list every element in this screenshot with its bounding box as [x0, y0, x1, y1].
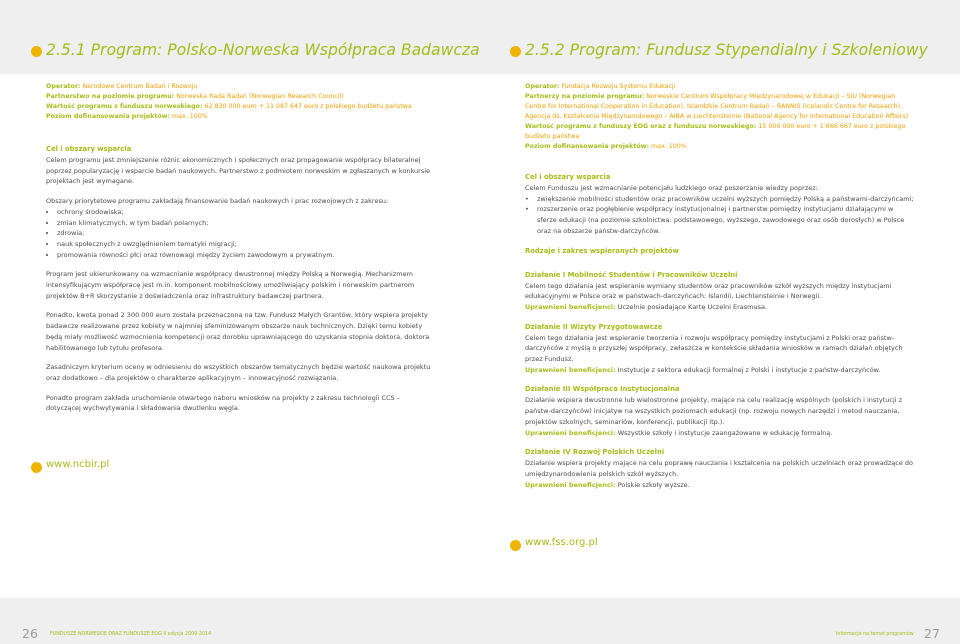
list-item: • nauk społecznych z uwzględnieniem tematyki migracji; [57, 239, 434, 250]
beneficiaries: Uprawnieni beneficjenci: Uczelnie posiadające Kartę Uczelni Erasmusa. [525, 302, 768, 311]
priority-list [46, 207, 434, 261]
right-section-title: 2.5.2 Program: Fundusz Stypendialny i Szkoleniowy [525, 41, 928, 59]
goal-heading: Cel i obszary wsparcia [525, 173, 611, 181]
info-line: Wartość programu z funduszy EOG oraz z funduszu norweskiego: 15 000 000 euro + 1 666 667 euro z polskiego budżetu państwa [525, 123, 906, 140]
info-line: Partnerstwo na poziomie programu: Norweska Rada Badań (Norwegian Research Council) [46, 93, 344, 100]
action-title: Działanie IV Rozwój Polskich Uczelni [525, 448, 665, 457]
beneficiaries: Uprawnieni beneficjenci: Instytucje z sektora edukacji formalnej z Polski i instytucje z państw-darczyńców. [525, 365, 881, 374]
paragraph: Ponadto, kwota ponad 2 300 000 euro została przeznaczona na tzw. Fundusz Małych Grantów, który wspiera projekty badawcze realizowane przez kobiety w najmniej sfeminizowanym obszarze nauk technicznych. Dzięki temu kobiety będą miały możliwość wzmocnienia kompetencji oraz dorobku uprawniającego do uzyskania stopnia doktora, doktora habilitowanego lub tytułu profesora. [46, 311, 430, 352]
paragraph: Zasadniczym kryterium oceny w odniesieniu do wszystkich obszarów tematycznych będzie wartość naukowa projektu oraz dodatkowo – dla projektów o charakterze aplikacyjnym – innowacyjność rozwiązania. [46, 363, 431, 382]
left-info-block [46, 82, 434, 122]
info-line: Poziom dofinansowania projektów: max. 100% [46, 113, 208, 120]
right-page-number: 27 [924, 626, 940, 641]
action-text: Celem tego działania jest wspieranie tworzenia i rozwoju współpracy pomiędzy instytucjami z Polski oraz państw-darczyńców z myślą o przyszłej współpracy, zwłaszcza w kontekście składania wniosków w ramach działań objętych przez Fundusz. [525, 333, 903, 364]
right-body [525, 172, 915, 490]
section-bullet-icon [31, 46, 42, 57]
list-item: • zdrowia; [57, 228, 434, 239]
action-title: Działanie III Współpraca Instytucjonalna [525, 385, 680, 394]
kinds-heading: Rodzaje i zakres wspieranych projektów [525, 246, 679, 255]
paragraph: Ponadto program zakłada uruchomienie otwartego naboru wniosków na projekty z zakresu technologii CCS – dotyczącej wychwytywania i składowania dwutlenku węgla. [46, 393, 400, 413]
right-info-block [525, 82, 915, 152]
action-text: Celem tego działania jest wspieranie wymiany studentów oraz pracowników szkół wyższych między instytucjami edukacyjnymi w Polsce oraz w państwach-darczyńcach: Islandii, Liechtensteinie i Norwegii. [525, 281, 892, 301]
action-title: Działanie I Mobilność Studentów i Pracowników Uczelni [525, 270, 738, 279]
right-footer-text: Informacje na temat programów [836, 632, 914, 637]
action-text: Działanie wspiera dwustronne lub wielostronne projekty, mające na celu realizację wspólnych (polskich i instytucji z państw-darczyńców) inicjatyw na wszystkich poziomach edukacji (np. rozwoju nowych narzędzi i metod nauczania, projektów szkolnych, seminariów, konferencji, publikacji itp.). [525, 396, 903, 426]
header-band [0, 0, 960, 74]
goal-paragraph: Celem Funduszu jest wzmacnianie potencjału ludzkiego oraz poszerzanie wiedzy poprzez: [525, 184, 818, 192]
info-line: Operator: Narodowe Centrum Badań i Rozwoju [46, 83, 198, 90]
list-item: • promowania równości płci oraz równowagi między życiem zawodowym a prywatnym. [57, 250, 434, 261]
info-line: Wartość programu z funduszu norweskiego: 62 830 000 euro + 11 087 647 euro z polskiego budżetu państwa [46, 103, 412, 110]
action-text: Działanie wspiera projekty mające na celu poprawę nauczania i kształcenia na polskich uczelniach oraz prowadzące do umiędzynarodowienia polskich szkół wyższych. [525, 459, 913, 478]
beneficiaries: Uprawnieni beneficjenci: Polskie szkoły wyższe. [525, 480, 690, 489]
section-bullet-icon [510, 46, 521, 57]
link-bullet-icon [510, 540, 521, 551]
goal-heading: Cel i obszary wsparcia [46, 145, 132, 153]
goal-paragraph: Celem programu jest zmniejszenie różnic ekonomicznych i społecznych oraz propagowanie współpracy bilateralnej poprzez popularyzację i wsparcie badań naukowych. Partnerstwo z podmiotem norweskim w zgłaszanych w konkursie projektach jest wymagane. [46, 156, 431, 186]
list-item: • ochrony środowiska; [57, 207, 434, 218]
info-line: Operator: Fundacja Rozwoju Systemu Edukacji [525, 83, 676, 90]
footer-band [0, 598, 960, 644]
paragraph: Program jest ukierunkowany na wzmacnianie współpracy dwustronnej między Polską a Norwegią. Mechanizmem intensyfikującym współpracę jest m.in. komponent mobilnościowy umożliwiający polskim i norweskim partnerom projektów B+R skorzystanie z doświadczenia oraz infrastruktury badawczej partnera. [46, 270, 415, 300]
action-title: Działanie II Wizyty Przygotowawcze [525, 322, 663, 331]
info-line: Poziom dofinansowania projektów: max. 100% [525, 143, 687, 150]
list-item: • zwiększenie mobilności studentów oraz pracowników uczelni wyższych pomiędzy Polską a państwami-darczyńcami; [525, 194, 915, 205]
info-line: Partnerzy na poziomie programu: Norweskie Centrum Współpracy Międzynarodowej w Edukacji – SIU (Norwegian Centre for International Cooperation in Education), Islandzkie Centrum Badań – RANNIS (Icelandic Centre for Research), Agencja ds. Kształcenia Międzynarodowego – AIBA w Liechtensteinie (National Agency for International Education Affairs) [525, 93, 909, 120]
left-body [46, 144, 434, 414]
left-footer-text: FUNDUSZE NORWESKIE ORAZ FUNDUSZE EOG II edycja 2009-2014 [50, 632, 212, 637]
left-column [46, 82, 434, 414]
goal-list [525, 194, 915, 237]
list-item: • zmian klimatycznych, w tym badań polarnych; [57, 218, 434, 229]
left-page-number: 26 [22, 626, 38, 641]
left-section-title: 2.5.1 Program: Polsko-Norweska Współpraca Badawcza [46, 41, 480, 59]
link-bullet-icon [31, 462, 42, 473]
fss-link[interactable]: www.fss.org.pl [525, 537, 598, 548]
ncbir-link[interactable]: www.ncbir.pl [46, 459, 110, 470]
right-column [525, 82, 915, 490]
beneficiaries: Uprawnieni beneficjenci: Wszystkie szkoły i instytucje zaangażowane w edukację formalną. [525, 428, 833, 437]
priority-intro: Obszary priorytetowe programu zakładają finansowanie badań naukowych i prac rozwojowych z zakresu: [46, 197, 389, 206]
list-item: • rozszerzenie oraz pogłębienie współpracy instytucjonalnej i partnerstw pomiędzy instytucjami działającymi w sferze edukacji (na poziomie szkolnictwa: podstawowego, wyższego, zawodowego oraz osób dorosłych) w Polsce oraz na obszarze państw-darczyńców. [525, 204, 915, 236]
